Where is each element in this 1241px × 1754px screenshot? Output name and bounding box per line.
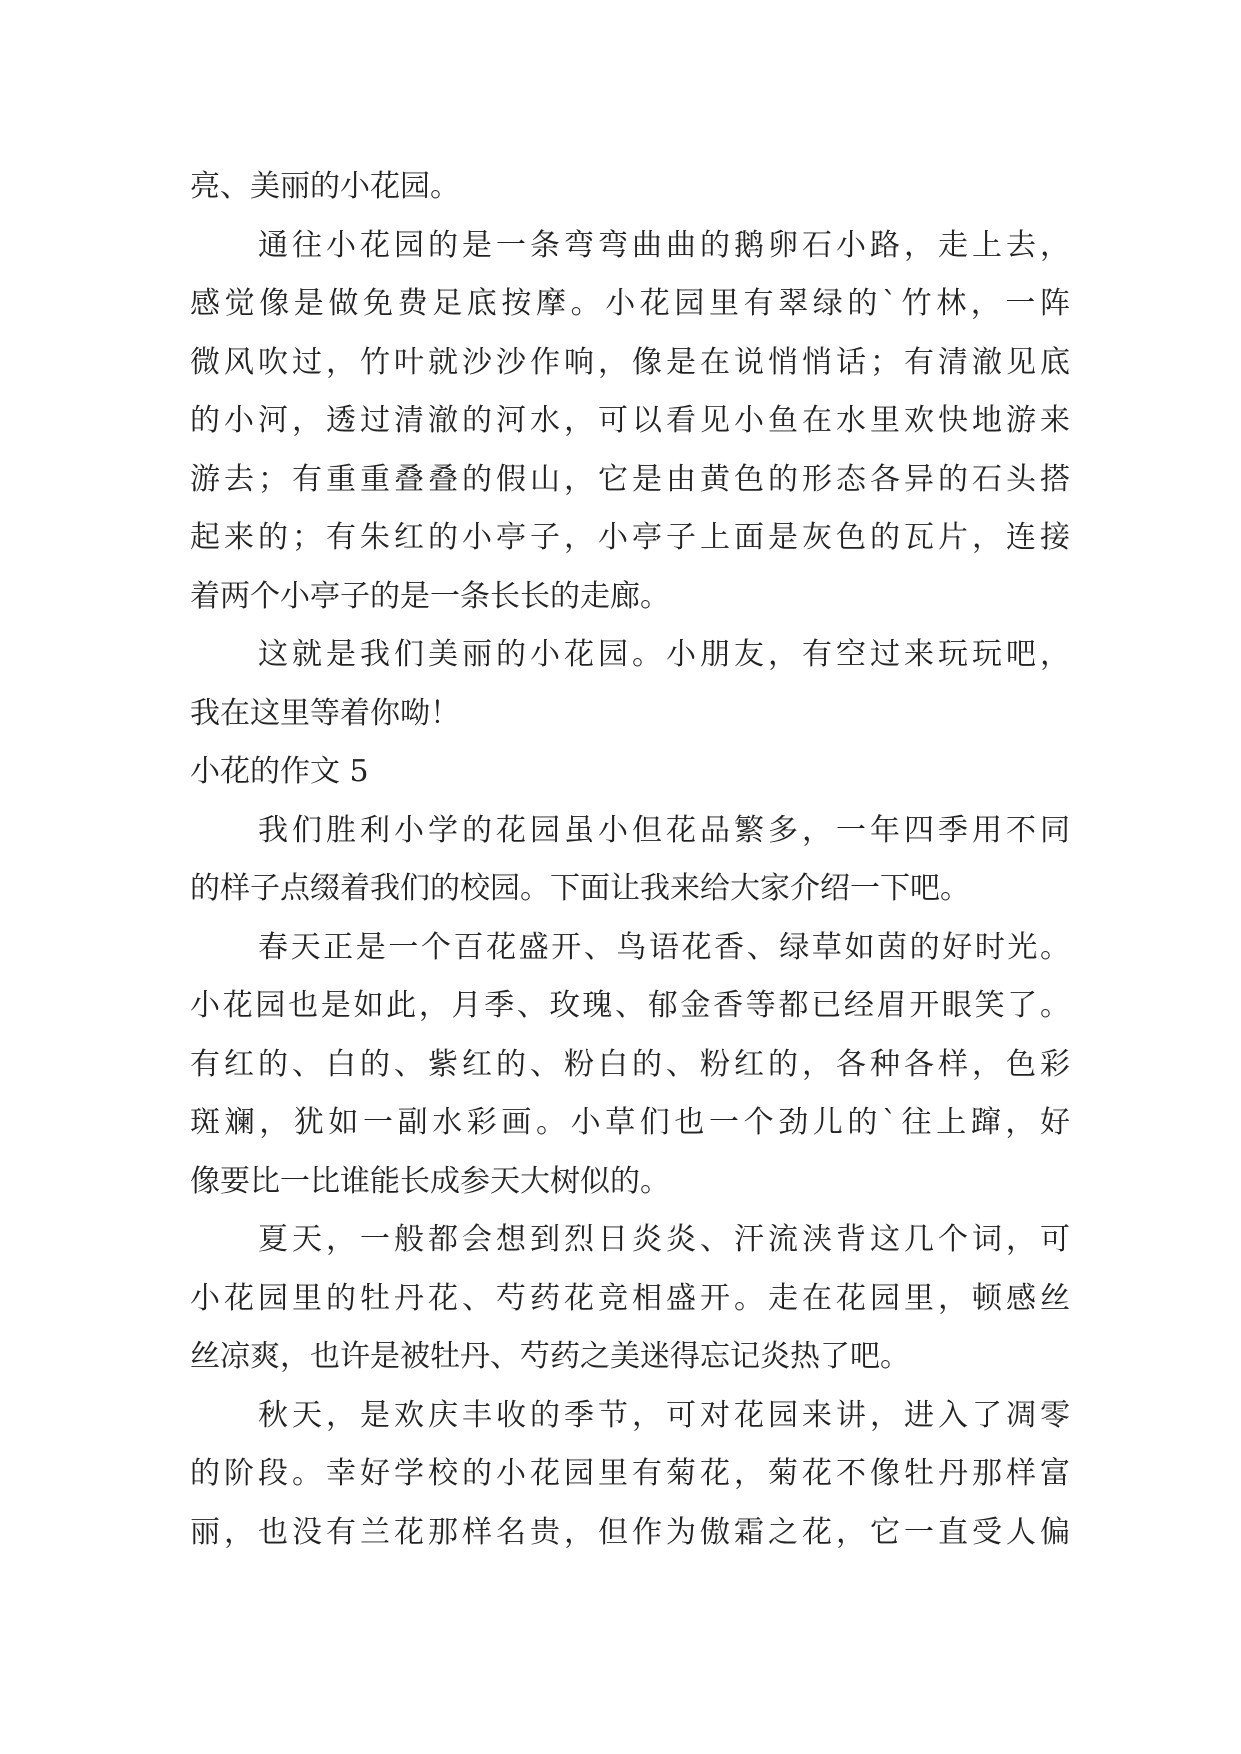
text-line: 像要比一比谁能长成参天大树似的。 [190, 1163, 670, 1199]
text-line: 感觉像是做免费足底按摩。小花园里有翠绿的`竹林，一阵 [190, 286, 1070, 321]
text-line: 丝凉爽，也许是被牡丹、芍药之美迷得忘记炎热了吧。 [190, 1339, 910, 1374]
text-line: 起来的；有朱红的小亭子，小亭子上面是灰色的瓦片，连接 [190, 520, 1070, 555]
text-line: 亮、美丽的小花园。 [190, 169, 460, 204]
text-line: 的样子点缀着我们的校园。下面让我来给大家介绍一下吧。 [190, 871, 970, 906]
text-line: 游去；有重重叠叠的假山，它是由黄色的形态各异的石头搭 [190, 461, 1070, 497]
text-line: 的小河，透过清澈的河水，可以看见小鱼在水里欢快地游来 [190, 403, 1070, 438]
text-line: 的阶段。幸好学校的小花园里有菊花，菊花不像牡丹那样富 [190, 1456, 1070, 1491]
paragraph-first-line: 春天正是一个百花盛开、鸟语花香、绿草如茵的好时光。 [258, 929, 1070, 965]
text-line: 着两个小亭子的是一条长长的走廊。 [190, 578, 670, 614]
text-line: 有红的、白的、紫红的、粉白的、粉红的，各种各样，色彩 [190, 1046, 1070, 1082]
document-body [190, 158, 1070, 1562]
paragraph-first-line: 秋天，是欢庆丰收的季节，可对花园来讲，进入了凋零 [258, 1397, 1070, 1433]
paragraph-first-line: 通往小花园的是一条弯弯曲曲的鹅卵石小路，走上去， [258, 227, 1070, 263]
text-line: 我在这里等着你呦！ [190, 695, 460, 731]
text-line: 小花园也是如此，月季、玫瑰、郁金香等都已经眉开眼笑了。 [190, 988, 1070, 1023]
text-line: 微风吹过，竹叶就沙沙作响，像是在说悄悄话；有清澈见底 [190, 344, 1070, 380]
text-line: 丽，也没有兰花那样名贵，但作为傲霜之花，它一直受人偏 [190, 1514, 1070, 1550]
text-line: 小花园里的牡丹花、芍药花竞相盛开。走在花园里，顿感丝 [190, 1280, 1070, 1316]
text-line: 斑斓，犹如一副水彩画。小草们也一个劲儿的`往上蹿，好 [190, 1105, 1070, 1140]
paragraph-first-line: 这就是我们美丽的小花园。小朋友，有空过来玩玩吧， [258, 637, 1070, 672]
paragraph-first-line: 夏天，一般都会想到烈日炎炎、汗流浃背这几个词，可 [258, 1222, 1070, 1257]
paragraph-first-line: 我们胜利小学的花园虽小但花品繁多，一年四季用不同 [258, 812, 1070, 848]
section-heading: 小花的作文 5 [190, 754, 369, 789]
